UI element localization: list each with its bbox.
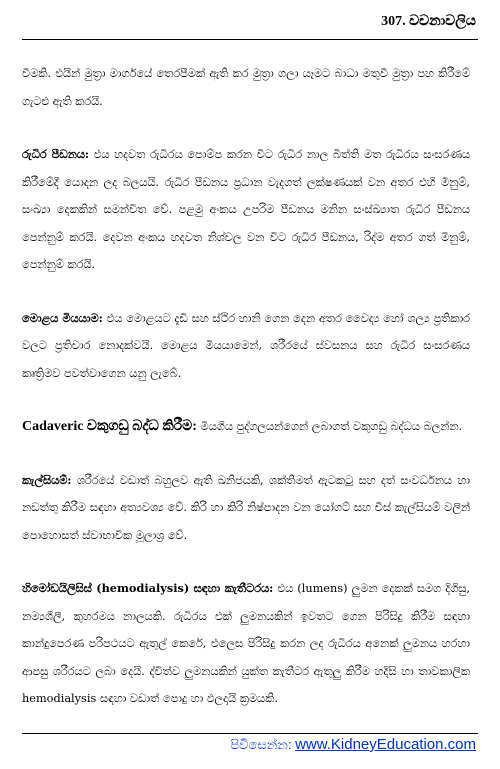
header-divider <box>22 39 478 40</box>
glossary-entry-continuation <box>22 60 470 115</box>
entry-term: හිමෝඩයිලිසිස් (hemodialysis) සඳහා කැතීටරය: <box>22 581 274 595</box>
glossary-entry-brain-death <box>22 305 470 388</box>
glossary-entry-calcium <box>22 467 470 550</box>
entry-term: රුධිර පීඩනය: <box>22 147 90 161</box>
entry-term: මොළය මියයාම: <box>22 310 103 325</box>
entry-text: මියගිය පුද්ගලයන්ගෙන් ලබාගත් වකුගඩු බද්ධය බලන්න. <box>196 420 463 433</box>
entry-text: ශරීරයේ වඩාත් බහුලව ඇති ඛනිජයකි, ශක්තිමත් ඇටකටු සහ දත් සංවර්ධනය හා නඩත්තු කිරීම සඳහා අත්‍යවශ්‍ය වේ. කිරි හා කිරි නිෂ්පාදන වන යෝගට් සහ චීස් කැල්සියම් වලින් පොහොසත් ස්වාභාවික මූලාශ්‍ර වේ. <box>22 473 470 542</box>
entry-text: එය මොළයට දැඩි සහ ස්ථිර හානි ගෙන දෙන අතර වෛද්‍ය හෝ ශල්‍ය ප්‍රතිකාර වලට ප්‍රතිචාර නොදක්වයි. මොළය මියයාමෙන්, ශරීරයේ ස්වසනය සහ රුධිර සංසරණය කෘත්‍රිමව පවත්වාගෙන යනු ලැබේ. <box>22 311 470 380</box>
entry-text: වීමකි. එයින් මුත්‍රා මාර්ගයේ තෙරපීමක් ඇති කර මුත්‍රා ගලා යෑමට බාධා මතුවී මුත්‍රා පහ කිරීමේ ගැටළු ඇති කරයි. <box>22 67 470 108</box>
footer-website-link[interactable]: www.KidneyEducation.com <box>295 736 476 753</box>
entry-text: එය (lumens) ලුමන දෙකක් සමග දිගිසු, නම්‍යශීලී, කුහරමය නාලයකි. රුධිරය එක් ලුමනයකින් ඉවතට ගෙන පිරිසිදු කිරීම සඳහා කාන්දුපෙරණ පරිපථයට ඇතුල් කෙරේ, එලෙස පිරිසිදු කරන ලද රුධිරය අනෙක් ලුමනය හරහා ආපසු ශරීරයට ලබා දෙයි. ද්විත්ව ලුමනයකින් යුක්ත කැතීටර ඇතුලු කිරීම හදිසි හා තාවකාලික hemodialysis සඳහා වඩාත් පොදු හා ඵලදායි ක්‍රමයකි. <box>22 582 470 705</box>
glossary-entry-blood-pressure <box>22 141 470 279</box>
entry-term: කැල්සියම්: <box>22 472 72 487</box>
page-header-title: 307. වචනාවලිය <box>381 14 476 29</box>
footer-label: පිවිසෙන්න: <box>230 737 292 752</box>
footer <box>230 736 476 753</box>
entry-text: එය හදවත රුධිරය පොම්ප කරන විට රුධිර නාල බිත්ති මත රුධිරය සංසරණය කිරීමේදී යොදන ලද බලයයි. රුධිර පීඩනය ප්‍රධාන වැදගත් ලක්ෂණයක් වන අතර එහි මිනුම්, සංඛ්‍යා දෙකකින් සමන්විත වේ. පළමු අංකය උපරිම පීඩනය මනින සංස්ඛ්‍යාත රුධිර පීඩනය පෙන්නුම් කරයි. දෙවන අංකය හදවත නිශ්චල වන විට රුධිර පීඩනය, රිද්ම අතර ගත් මිනුම්, පෙන්නුම් කරයි. <box>22 148 471 271</box>
glossary-content <box>22 60 470 739</box>
footer-divider <box>22 733 478 734</box>
entry-term: Cadaveric වකුගඩු බද්ධ කිරීම: <box>22 419 197 434</box>
glossary-entry-cadaveric-transplant <box>22 413 470 441</box>
glossary-entry-hemodialysis-catheter <box>22 575 470 713</box>
